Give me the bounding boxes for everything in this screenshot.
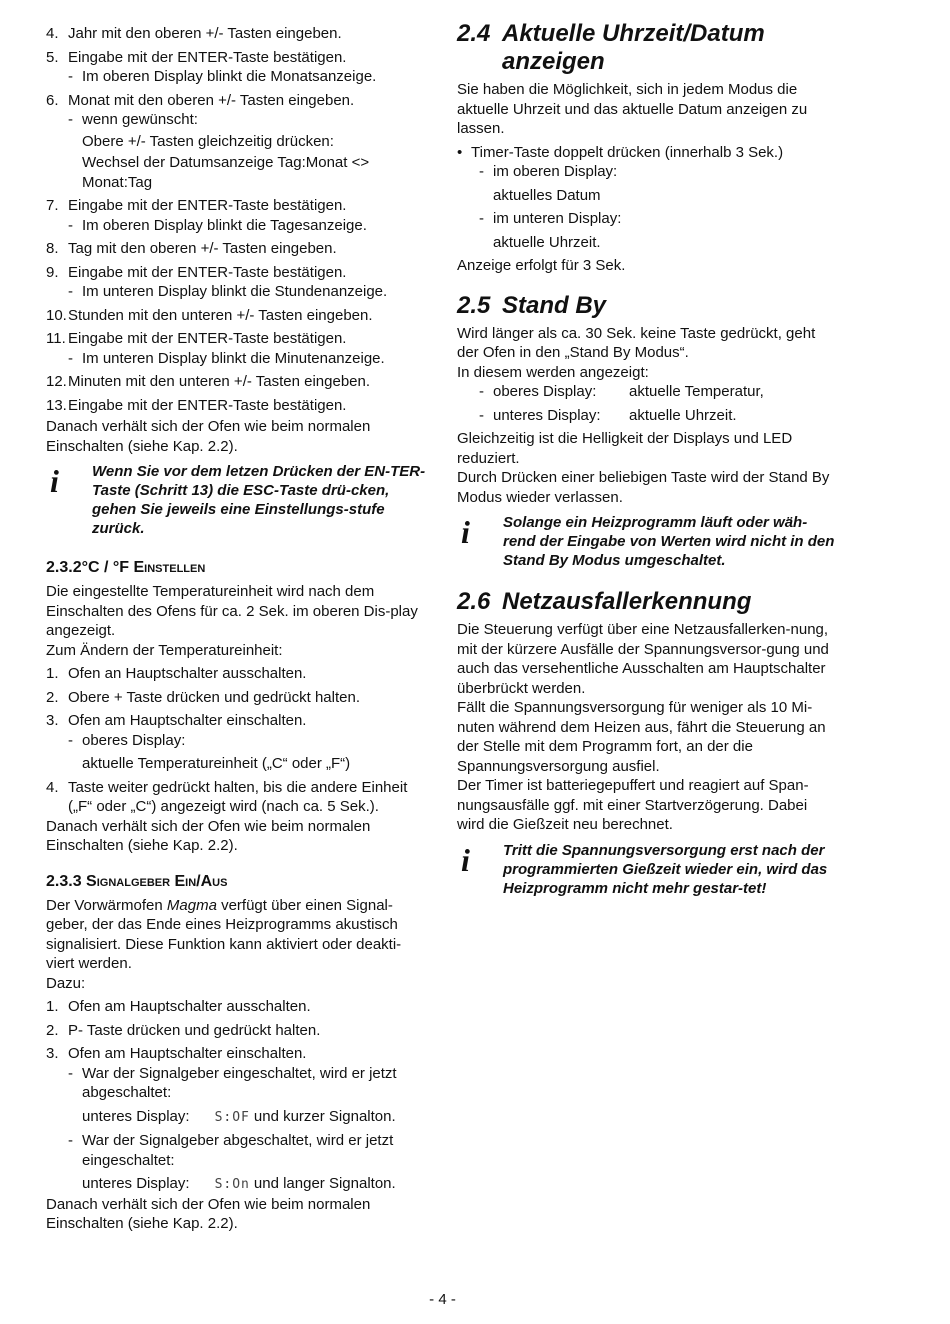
paragraph: Gleichzeitig ist die Helligkeit der Displays und LED reduziert. <box>457 430 793 467</box>
right-column <box>457 20 837 898</box>
after-text: Anzeige erfolgt für 3 Sek. <box>457 257 626 274</box>
paragraph: Der Timer ist batteriegepuffert und reagiert auf Span-nungsausfälle ggf. mit einer Startverzögerung. Dabei wird die Gießzeit neu berechnet. <box>457 777 809 833</box>
after-text: Danach verhält sich der Ofen wie beim normalen Einschalten (siehe Kap. 2.2). <box>46 817 371 854</box>
display-row: - oberes Display: aktuelle Temperatur, <box>479 383 764 400</box>
paragraph: Die Steuerung verfügt über eine Netzausfallerken-nung, mit der kürzere Ausfälle der Spannungsversor-gung und auch das versehentliche Ausschalten am Hauptschalter überbrückt werden. <box>457 621 829 697</box>
list-item: 5. Eingabe mit der ENTER-Taste bestätigen. - Im oberen Display blinkt die Monatsanzeige. <box>46 48 377 85</box>
section-heading-2-4: 2.4 Aktuelle Uhrzeit/Datum anzeigen <box>457 20 765 75</box>
paragraph: Fällt die Spannungsversorgung für weniger als 10 Mi-nuten während dem Heizen aus, fährt die Steuerung an der Stelle mit dem Programm fort, an der die Spannungsversorgung ausfiel. <box>457 699 826 775</box>
bullet-item: • Timer-Taste doppelt drücken (innerhalb 3 Sek.) - im oberen Display: aktuelles Datum - im unteren Display: aktuelle Uhrzeit. <box>457 143 784 251</box>
page-number: - 4 - <box>429 1291 456 1308</box>
paragraph: Wird länger als ca. 30 Sek. keine Taste gedrückt, geht der Ofen in den „Stand By Modus“. <box>457 324 816 361</box>
list-item: 2. P- Taste drücken und gedrückt halten. <box>46 1021 321 1039</box>
left-column <box>46 20 426 1234</box>
section-heading-2-3-3: 2.3.3 Signalgeber Ein/Aus <box>46 872 228 890</box>
list-item: 4. Taste weiter gedrückt halten, bis die andere Einheit („F“ oder „C“) angezeigt wird (nach ca. 5 Sek.). <box>46 778 408 815</box>
lcd-display-off: S:OF <box>214 1109 250 1125</box>
section-intro: Die eingestellte Temperatureinheit wird nach dem Einschalten des Ofens für ca. 2 Sek. im oberen Dis-play angezeigt. <box>46 583 418 639</box>
list-item: 6. Monat mit den oberen +/- Tasten eingeben. - wenn gewünscht: Obere +/- Tasten gleichzeitig drücken: Wechsel der Datumsanzeige Tag:Monat <> Monat:Tag <box>46 91 370 191</box>
info-icon: i <box>461 514 470 550</box>
list-item: 9. Eingabe mit der ENTER-Taste bestätigen. - Im unteren Display blinkt die Stundenanzeige. <box>46 263 388 300</box>
list-item: 7. Eingabe mit der ENTER-Taste bestätigen. - Im oberen Display blinkt die Tagesanzeige. <box>46 197 367 234</box>
after-text: Danach verhält sich der Ofen wie beim normalen Einschalten (siehe Kap. 2.2). <box>46 418 371 455</box>
info-note <box>457 513 837 570</box>
after-text: Danach verhält sich der Ofen wie beim normalen Einschalten (siehe Kap. 2.2). <box>46 1195 371 1232</box>
paragraph: Durch Drücken einer beliebigen Taste wird der Stand By Modus wieder verlassen. <box>457 469 830 506</box>
list-item: 4. Jahr mit den oberen +/- Tasten eingeben. <box>46 25 342 42</box>
section-heading-2-3-2: 2.3.2°C / °F Einstellen <box>46 559 206 576</box>
display-readout: unteres Display: S:On und langer Signalton. <box>68 1174 426 1195</box>
note-text: Wenn Sie vor dem letzen Drücken der EN-TER-Taste (Schritt 13) die ESC-Taste drü-cken, gehen Sie jeweils eine Einstellungs-stufe zurück. <box>92 463 426 537</box>
list-item: 10. Stunden mit den unteren +/- Tasten eingeben. <box>46 306 373 324</box>
note-text: Solange ein Heizprogramm läuft oder wäh-rend der Eingabe von Werten wird nicht in den Stand By Modus umgeschaltet. <box>503 514 835 569</box>
section-intro: Sie haben die Möglichkeit, sich in jedem Modus die aktuelle Uhrzeit und das aktuelle Datum anzeigen zu lassen. <box>457 81 808 137</box>
dazu-label: Dazu: <box>46 974 86 992</box>
list-item: 3. Ofen am Hauptschalter einschalten. - oberes Display: aktuelle Temperatureinheit („C“ oder „F“) <box>46 712 351 772</box>
list-item: 1. Ofen an Hauptschalter ausschalten. <box>46 665 307 682</box>
list-item: 8. Tag mit den oberen +/- Tasten eingeben. <box>46 240 337 257</box>
paragraph: In diesem werden angezeigt: <box>457 363 649 381</box>
lcd-display-on: S:On <box>214 1177 250 1192</box>
list-item: 11. Eingabe mit der ENTER-Taste bestätigen. - Im unteren Display blinkt die Minutenanzeige. <box>46 330 385 367</box>
info-icon: i <box>461 841 470 878</box>
list-item: 2. Obere + Taste drücken und gedrückt halten. <box>46 688 360 706</box>
note-text: Tritt die Spannungsversorgung erst nach der programmierten Gießzeit wieder ein, wird das Heizprogramm nicht mehr gestar-tet! <box>503 841 828 897</box>
list-item: 3. Ofen am Hauptschalter einschalten. - War der Signalgeber eingeschaltet, wird er jetzt abgeschaltet: unteres Display: S:OF und kurzer Signalton. - War der Signalgeber abgeschaltet, wird er jetzt eingeschaltet: unteres Display: S:On und langer Signalton. <box>46 1044 426 1195</box>
section-intro: Der Vorwärmofen Magma verfügt über einen Signal-geber, der das Ende eines Heizprogramms akustisch signalisiert. Diese Funktion kann aktiviert oder deakti-viert werden. <box>46 896 402 972</box>
section-heading-2-5: 2.5 Stand By <box>457 291 607 319</box>
info-icon: i <box>50 463 59 499</box>
step-list <box>46 24 426 415</box>
display-row: - unteres Display: aktuelle Uhrzeit. <box>479 406 737 424</box>
section-heading-2-6: 2.6 Netzausfallerkennung <box>457 588 752 615</box>
display-readout: unteres Display: S:OF und kurzer Signalton. <box>68 1107 426 1128</box>
section-intro2: Zum Ändern der Temperatureinheit: <box>46 641 283 659</box>
list-item: 12. Minuten mit den unteren +/- Tasten eingeben. <box>46 373 371 390</box>
info-note <box>457 841 837 898</box>
info-note <box>46 462 426 538</box>
list-item: 13. Eingabe mit der ENTER-Taste bestätigen. <box>46 396 347 414</box>
list-item: 1. Ofen am Hauptschalter ausschalten. <box>46 998 311 1015</box>
